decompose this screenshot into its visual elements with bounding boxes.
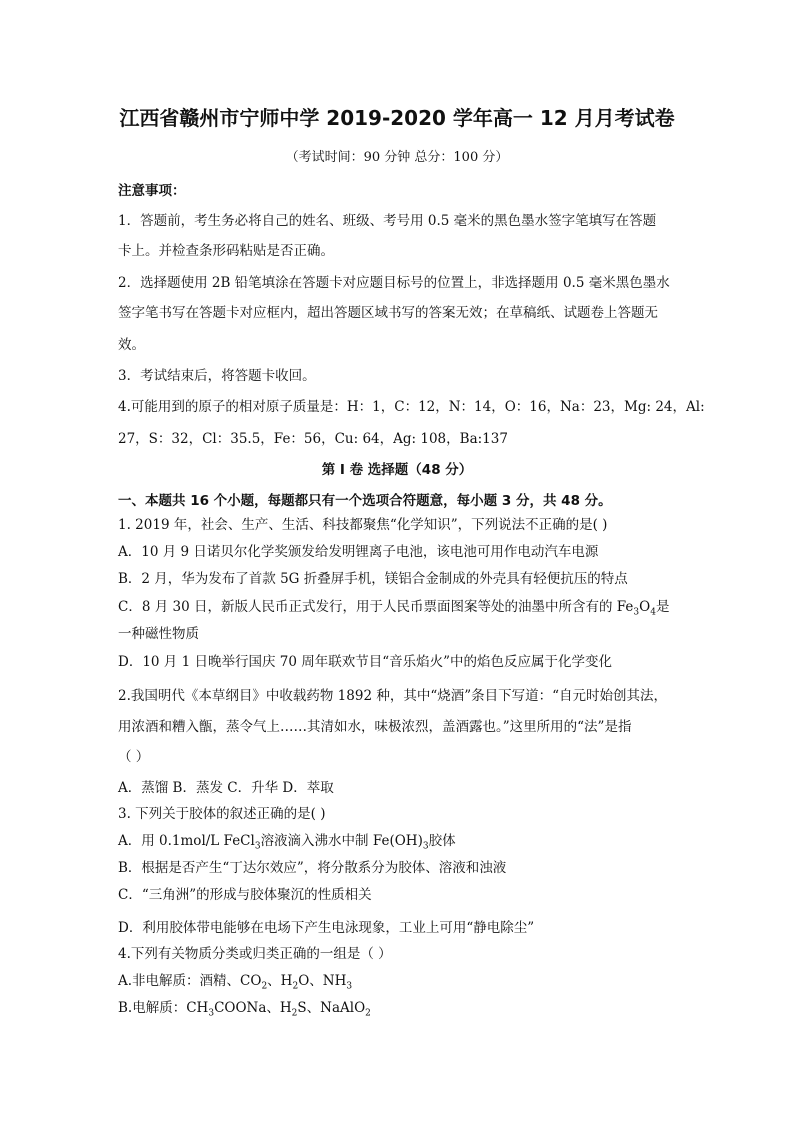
notice-heading: 注意事项： xyxy=(118,183,186,199)
notice-item-1: 1．答题前，考生务必将自己的姓名、班级、考号用 0.5 毫米的黑色墨水签字笔填写在答题 xyxy=(118,213,657,229)
question-2-options: A．蒸馏 B．蒸发 C．升华 D．萃取 xyxy=(118,780,334,796)
notice-item-4-cont: 27，S：32，Cl：35.5，Fe：56，Cu: 64，Ag: 108，Ba:137 xyxy=(118,431,508,447)
question-1-option-b: B．2 月，华为发布了首款 5G 折叠屏手机，镁铝合金制成的外壳具有轻便抗压的特点 xyxy=(118,571,628,587)
question-3-stem: 3. 下列关于胶体的叙述正确的是( ) xyxy=(118,806,326,822)
notice-item-2: 2．选择题使用 2B 铅笔填涂在答题卡对应题目标号的位置上，非选择题用 0.5 毫米黑色墨水 xyxy=(118,275,670,291)
section-title: 第 I 卷 选择题（48 分） xyxy=(321,462,473,478)
notice-item-2-cont: 签字笔书写在答题卡对应框内，超出答题区域书写的答案无效；在草稿纸、试题卷上答题无 xyxy=(118,305,658,321)
notice-item-3: 3．考试结束后，将答题卡收回。 xyxy=(118,368,316,384)
question-2-blank: （ ） xyxy=(118,749,150,765)
question-2-stem-cont: 用浓酒和糟入甑，蒸令气上……其清如水，味极浓烈，盖酒露也。”这里所用的“法”是指 xyxy=(118,719,632,735)
exam-info: （考试时间：90 分钟 总分：100 分） xyxy=(285,150,509,165)
question-3-option-b: B．根据是否产生“丁达尔效应”，将分散系分为胶体、溶液和浊液 xyxy=(118,860,507,876)
section-instruction: 一、本题共 16 个小题，每题都只有一个选项合符题意，每小题 3 分，共 48 分。 xyxy=(118,493,612,509)
page-title: 江西省赣州市宁师中学 2019-2020 学年高一 12 月月考试卷 xyxy=(119,106,675,130)
question-3-option-d: D．利用胶体带电能够在电场下产生电泳现象，工业上可用“静电除尘” xyxy=(118,920,535,936)
question-1-stem: 1. 2019 年，社会、生产、生活、科技都聚焦“化学知识”，下列说法不正确的是( ) xyxy=(118,517,608,533)
question-4-stem: 4.下列有关物质分类或归类正确的一组是（ ） xyxy=(118,946,392,962)
question-3-option-a: A．用 0.1mol/L FeCl$_3$溶液滴入沸水中制 $Fe(OH)_3$胶体 xyxy=(118,833,456,852)
question-4-option-b: B.电解质：$CH_3COONa$、$H_2S$、NaAlO$_2$ xyxy=(118,1000,371,1019)
question-2-stem: 2.我国明代《本草纲目》中收载药物 1892 种，其中“烧酒”条目下写道：“自元时始创其法， xyxy=(118,688,668,704)
notice-item-2-end: 效。 xyxy=(118,337,145,353)
question-1-option-c-cont: 一种磁性物质 xyxy=(118,626,199,642)
notice-item-1-cont: 卡上。并检查条形码粘贴是否正确。 xyxy=(118,243,334,259)
question-4-option-a: A.非电解质：酒精、$CO_2$、$H_2O$、$NH_3$ xyxy=(118,973,353,992)
question-3-option-c: C．“三角洲”的形成与胶体聚沉的性质相关 xyxy=(118,887,372,903)
question-1-option-d: D．10 月 1 日晚举行国庆 70 周年联欢节目“音乐焰火”中的焰色反应属于化学变化 xyxy=(118,654,613,670)
question-1-option-a: A．10 月 9 日诺贝尔化学奖颁发给发明锂离子电池，该电池可用作电动汽车电源 xyxy=(118,544,599,560)
notice-item-4: 4.可能用到的原子的相对原子质量是：H：1，C：12，N：14，O：16，Na：23，Mg: 24，Al: xyxy=(118,399,705,415)
question-1-option-c: C．8 月 30 日，新版人民币正式发行，用于人民币票面图案等处的油墨中所含有的 $Fe_3O_4$是 xyxy=(118,599,670,618)
